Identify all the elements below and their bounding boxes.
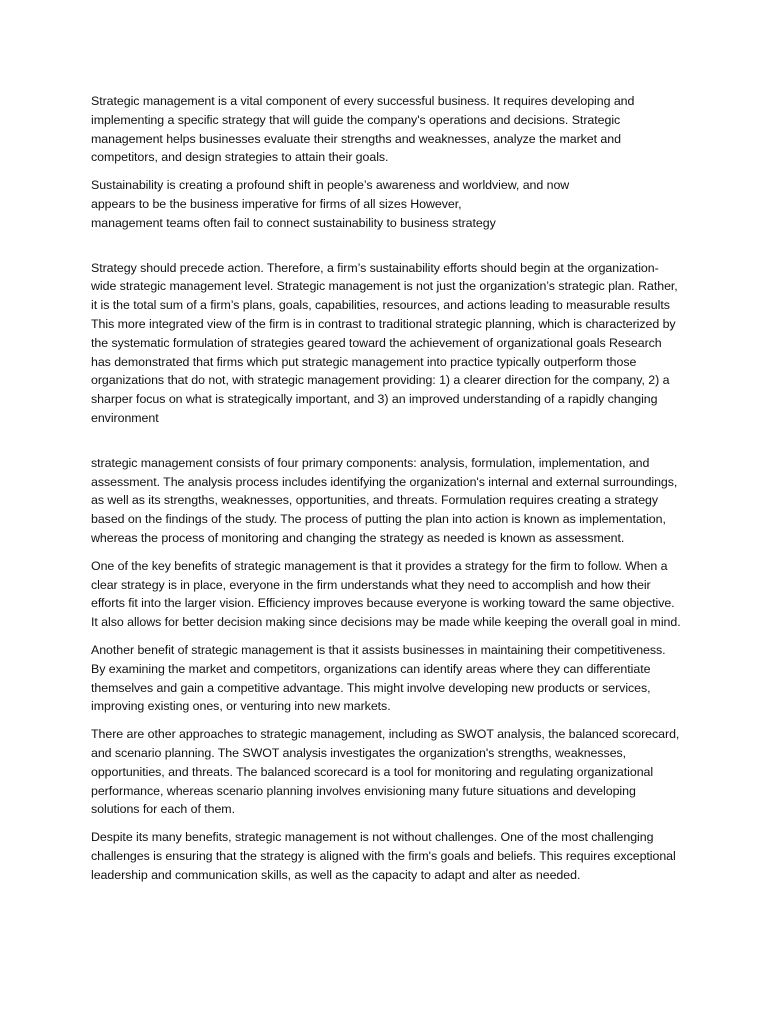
document-body bbox=[91, 92, 681, 893]
paragraph-four-components: strategic management consists of four primary components: analysis, formulation, implementation, and assessment. The analysis process includes identifying the organization's internal and external surroundings, as well as its strengths, weaknesses, opportunities, and threats. Formulation requires creating a strategy based on the findings of the study. The process of putting the plan into action is known as implementation, whereas the process of monitoring and changing the strategy as needed is known as assessment. bbox=[91, 455, 678, 545]
paragraph-strategy-precede-action: Strategy should precede action. Therefore, a firm’s sustainability efforts should begin at the organization-wide strategic management level. Strategic management is not just the organization’s strategic plan. Rather, it is the total sum of a firm’s plans, goals, capabilities, resources, and actions leading to measurable results This more integrated view of the firm is in contrast to traditional strategic planning, which is characterized by the systematic formulation of strategies geared toward the achievement of organizational goals Research has demonstrated that firms which put strategic management into practice typically outperform those organizations that do not, with strategic management providing: 1) a clearer direction for the company, 2) a sharper focus on what is strategically important, and 3) an improved understanding of a rapidly changing environment bbox=[91, 260, 678, 425]
paragraph-strategic-management-intro: Strategic management is a vital component of every successful business. It requires developing and implementing a specific strategy that will guide the company's operations and decisions. Strategic management helps businesses evaluate their strengths and weaknesses, analyze the market and competitors, and design strategies to attain their goals. bbox=[91, 94, 635, 165]
sustainability-line: Sustainability is creating a profound shift in people’s awareness and worldview, and now bbox=[91, 178, 570, 193]
paragraph-sustainability bbox=[91, 176, 681, 232]
paragraph-other-approaches: There are other approaches to strategic management, including as SWOT analysis, the balanced scorecard, and scenario planning. The SWOT analysis investigates the organization's strengths, weaknesses, opportunities, and threats. The balanced scorecard is a tool for monitoring and regulating organizational performance, whereas scenario planning involves envisioning many future situations and developing solutions for each of them. bbox=[91, 727, 680, 817]
paragraph-competitiveness: Another benefit of strategic management is that it assists businesses in maintaining their competitiveness. By examining the market and competitors, organizations can identify areas where they can differentiate themselves and gain a competitive advantage. This might involve developing new products or services, improving existing ones, or venturing into new markets. bbox=[91, 642, 666, 714]
paragraph-challenges: Despite its many benefits, strategic management is not without challenges. One of the most challenging challenges is ensuring that the strategy is aligned with the firm's goals and beliefs. This requires exceptional leadership and communication skills, as well as the capacity to adapt and alter as needed. bbox=[91, 830, 676, 882]
paragraph-key-benefits: One of the key benefits of strategic management is that it provides a strategy for the firm to follow. When a clear strategy is in place, everyone in the firm understands what they need to accomplish and how their efforts fit into the larger vision. Efficiency improves because everyone is working toward the same objective. It also allows for better decision making since decisions may be made while keeping the overall goal in mind. bbox=[91, 558, 681, 630]
sustainability-line: appears to be the business imperative for firms of all sizes However, bbox=[91, 196, 462, 211]
sustainability-line: management teams often fail to connect sustainability to business strategy bbox=[91, 215, 496, 230]
